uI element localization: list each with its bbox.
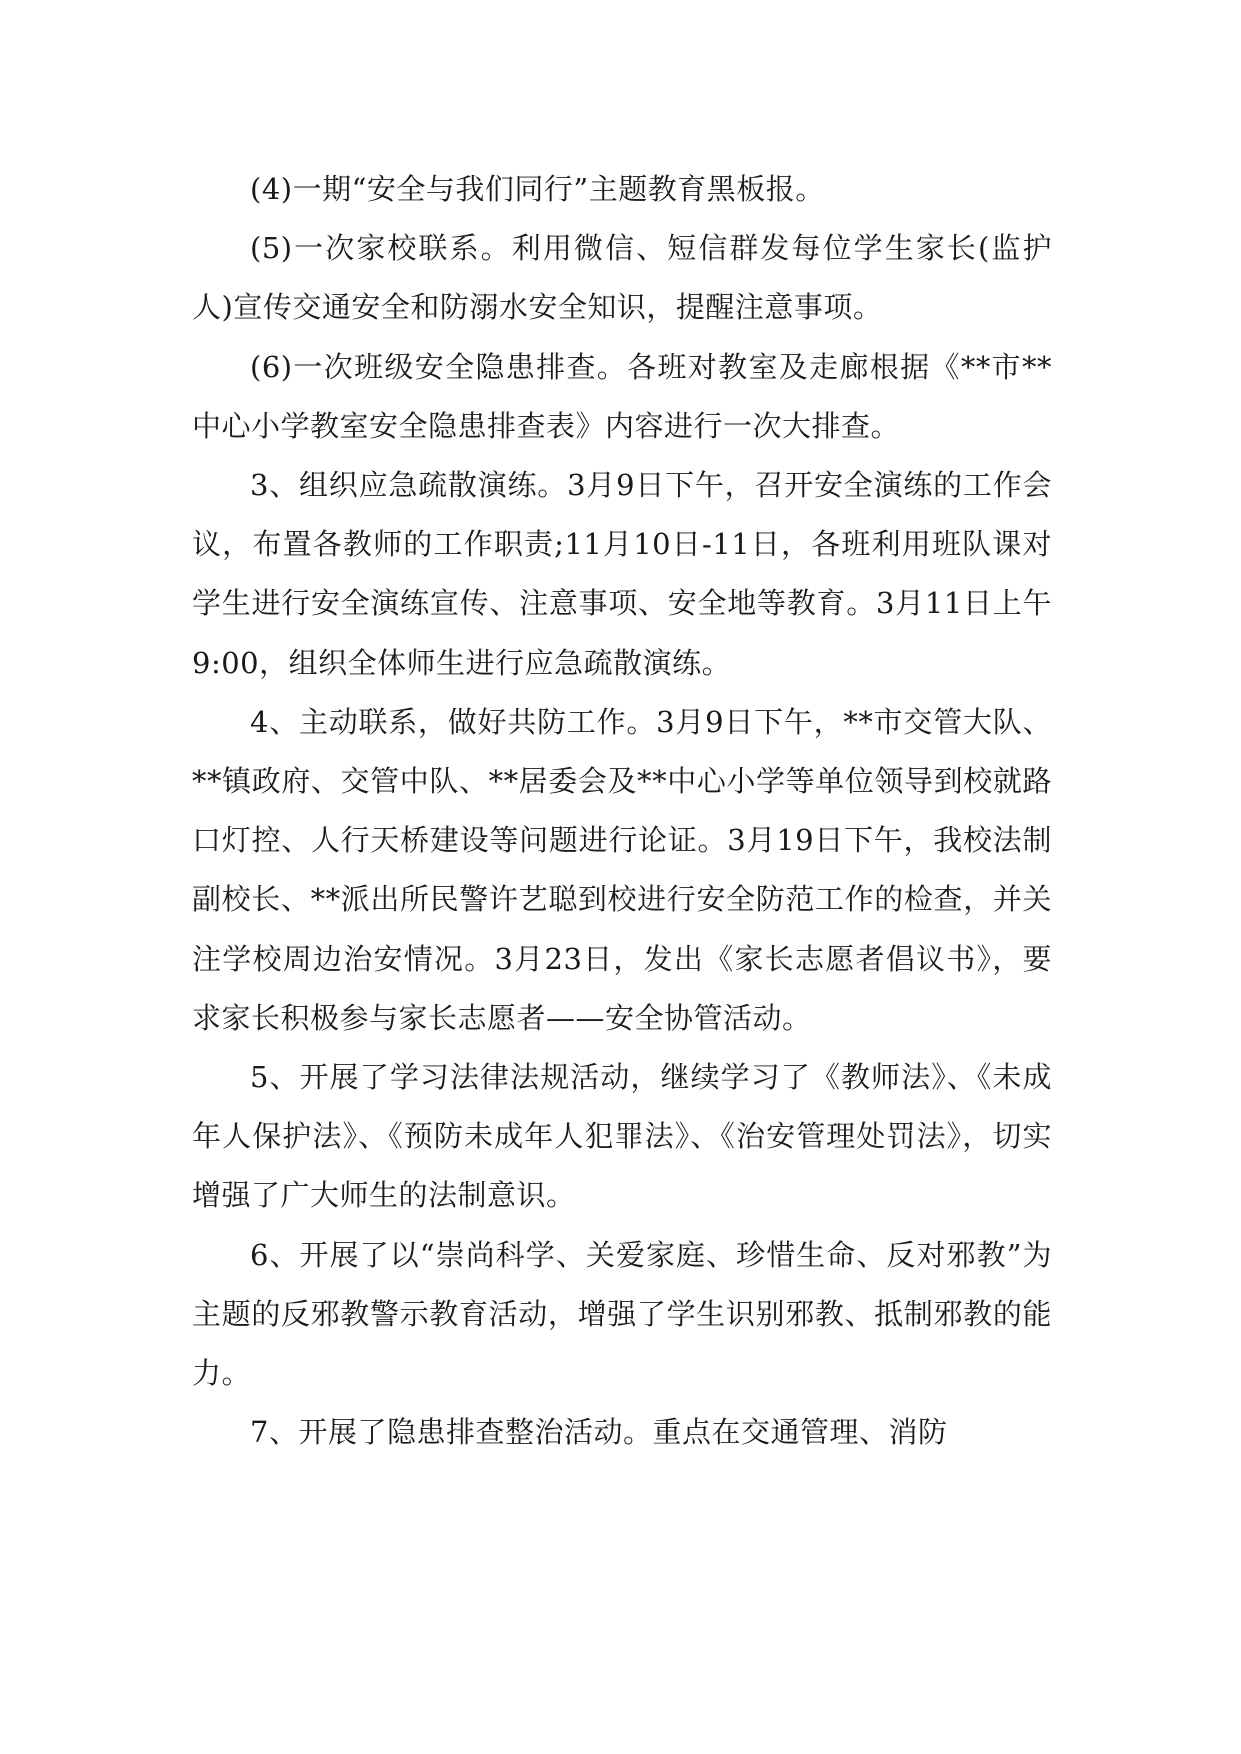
paragraph-law-study: 5、开展了学习法律法规活动，继续学习了《教师法》、《未成年人保护法》、《预防未成年人犯罪法》、《治安管理处罚法》，切实增强了广大师生的法制意识。 xyxy=(192,1060,1052,1213)
paragraph-home-school: (5)一次家校联系。利用微信、短信群发每位学生家长(监护人)宣传交通安全和防溺水安全知识，提醒注意事项。 xyxy=(192,231,1052,325)
document-body xyxy=(192,160,1052,1462)
paragraph-blackboard: (4)一期“安全与我们同行”主题教育黑板报。 xyxy=(250,172,825,206)
paragraph-anti-cult: 6、开展了以“崇尚科学、关爱家庭、珍惜生命、反对邪教”为主题的反邪教警示教育活动，增强了学生识别邪教、抵制邪教的能力。 xyxy=(192,1237,1052,1391)
paragraph-hazard-remediation: 7、开展了隐患排查整治活动。重点在交通管理、消防 xyxy=(250,1415,948,1450)
paragraph-joint-prevention: 4、主动联系，做好共防工作。3月9日下午，**市交管大队、**镇政府、交管中队、**居委会及**中心小学等单位领导到校就路口灯控、人行天桥建设等问题进行论证。3月19日下午，我校法制副校长、**派出所民警许艺聪到校进行安全防范工作的检查，并关注学校周边治安情况。3月23日，发出《家长志愿者倡议书》，要求家长积极参与家长志愿者——安全协管活动。 xyxy=(192,704,1052,1035)
paragraph-hazard-check: (6)一次班级安全隐患排查。各班对教室及走廊根据《**市**中心小学教室安全隐患排查表》内容进行一次大排查。 xyxy=(192,349,1052,443)
paragraph-evacuation-drill: 3、组织应急疏散演练。3月9日下午，召开安全演练的工作会议，布置各教师的工作职责;11月10日-11日，各班利用班队课对学生进行安全演练宣传、注意事项、安全地等教育。3月11日上午9:00，组织全体师生进行应急疏散演练。 xyxy=(192,468,1052,680)
